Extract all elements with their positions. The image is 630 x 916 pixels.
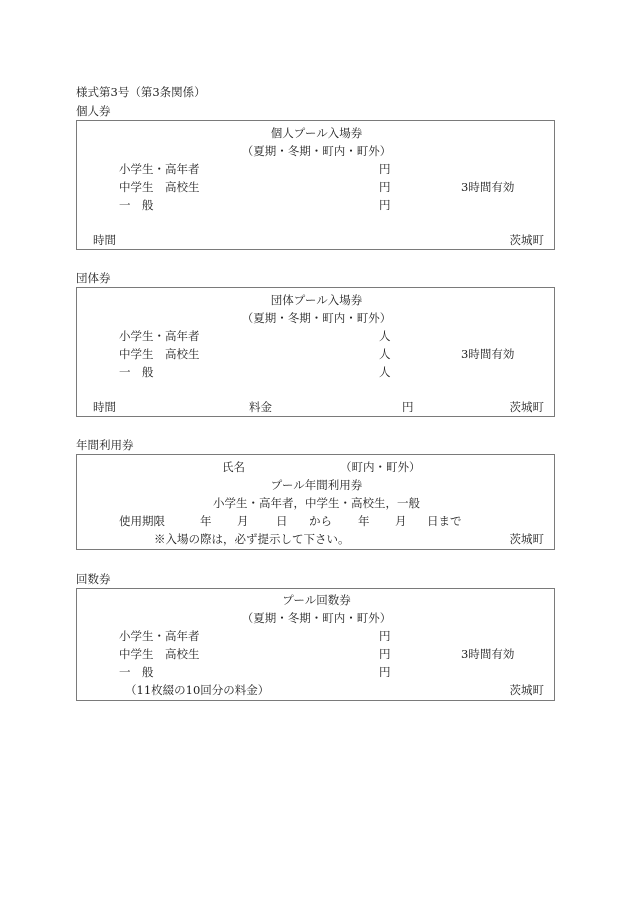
footer-time: 時間 [93,400,116,414]
section-label-group: 団体券 [76,271,111,285]
row-category: 小学生・高年者 [119,162,200,176]
footer-town: 茨城町 [509,400,544,414]
ticket-subtitle: （夏期・冬期・町内・町外） [241,311,392,325]
period-day: 日 [276,514,288,528]
period-year: 年 [200,514,212,528]
section-label-individual: 個人券 [76,104,111,118]
footer-town: 茨城町 [509,532,544,546]
period-year: 年 [358,514,370,528]
row-category: 小学生・高年者 [119,629,200,643]
group-ticket [76,287,555,417]
individual-ticket [76,120,555,250]
notice: ※入場の際は，必ず提示して下さい。 [154,532,350,546]
period-month: 月 [237,514,249,528]
row-category: 一 般 [119,665,154,679]
footer-town: 茨城町 [509,683,544,697]
row-category: 中学生 高校生 [119,347,200,361]
row-unit: 円 [379,665,391,679]
row-unit: 円 [379,647,391,661]
footer-fee-label: 料金 [249,400,272,414]
row-unit: 円 [379,198,391,212]
footer-time: 時間 [93,233,116,247]
ticket-title: プール年間利用券 [270,478,363,492]
row-unit: 円 [379,162,391,176]
row-category: 中学生 高校生 [119,180,200,194]
row-unit: 円 [379,180,391,194]
row-note: 3時間有効 [461,180,515,194]
period-until: 日まで [427,514,462,528]
period-month: 月 [395,514,407,528]
row-unit: 人 [379,329,391,343]
footer-note: （11枚綴の10回分の料金） [125,683,270,697]
ticket-title: プール回数券 [282,593,351,607]
row-category: 小学生・高年者 [119,329,200,343]
row-category: 一 般 [119,365,154,379]
footer-town: 茨城町 [509,233,544,247]
coupon-ticket [76,588,555,701]
row-note: 3時間有効 [461,647,515,661]
row-unit: 人 [379,365,391,379]
footer-fee-unit: 円 [402,400,414,414]
annual-ticket [76,454,555,550]
section-label-annual: 年間利用券 [76,438,134,452]
row-unit: 円 [379,629,391,643]
name-label: 氏名 [222,460,245,474]
form-header: 様式第3号（第3条関係） [76,85,206,99]
row-category: 一 般 [119,198,154,212]
row-category: 中学生 高校生 [119,647,200,661]
ticket-title: 個人プール入場券 [270,126,363,140]
period-from: から [309,514,332,528]
row-note: 3時間有効 [461,347,515,361]
section-label-coupon: 回数券 [76,572,111,586]
residency: （町内・町外） [340,460,421,474]
eligibility: 小学生・高年者，中学生・高校生，一般 [213,496,420,510]
ticket-title: 団体プール入場券 [270,293,363,307]
ticket-subtitle: （夏期・冬期・町内・町外） [241,144,392,158]
period-label: 使用期限 [119,514,165,528]
row-unit: 人 [379,347,391,361]
ticket-subtitle: （夏期・冬期・町内・町外） [241,611,392,625]
